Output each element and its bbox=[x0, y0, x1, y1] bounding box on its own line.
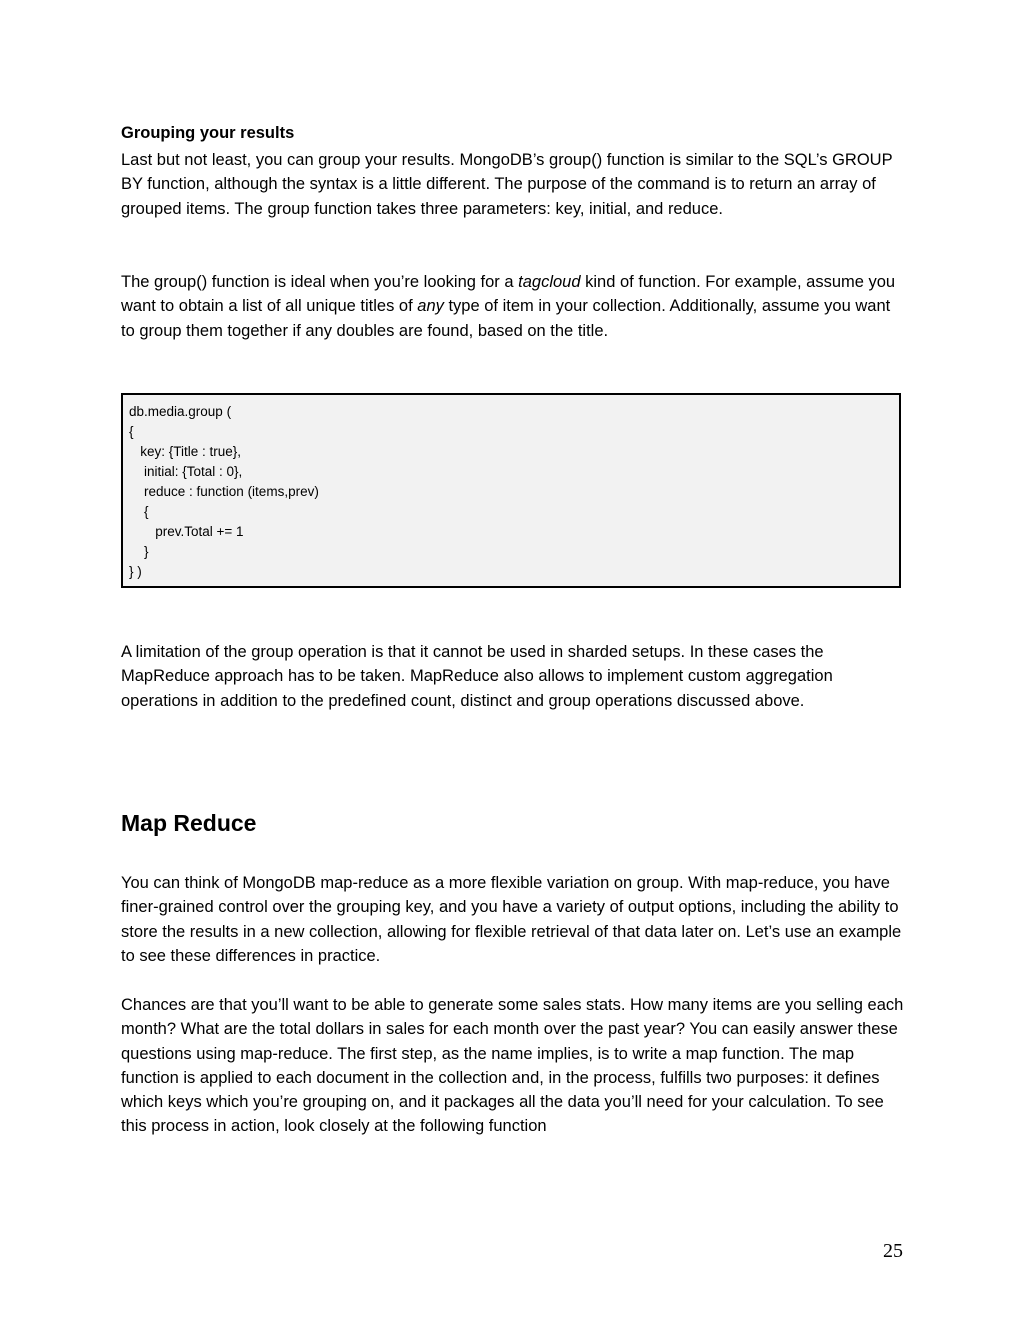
emphasis-any: any bbox=[417, 297, 444, 316]
paragraph-sales-stats: Chances are that you’ll want to be able to generate some sales stats. How many items are you selling each month? What are the total dollars in sales for each month over the past year? You can easily answer these questions using map-reduce. The first step, as the name implies, is to write a map function. The map function is applied to each document in the collection and, in the process, fulfills two purposes: it defines which keys which you’re grouping on, and it packages all the data you’ll need for your calculation. To see this process in action, look closely at the following function bbox=[121, 996, 904, 1136]
section-heading-map-reduce: Map Reduce bbox=[121, 810, 257, 836]
code-line: db.media.group ( bbox=[129, 404, 232, 419]
paragraph-tagcloud-part-b: kind of function. For example, assume you want to obtain a list of all unique titles of bbox=[121, 273, 896, 316]
paragraph-group-intro: Last but not least, you can group your results. MongoDB’s group() function is similar to the SQL’s GROUP BY function, although the syntax is a little different. The purpose of the command is to return an array of grouped items. The group function takes three parameters: key, initial, and reduce. bbox=[121, 151, 893, 218]
paragraph-tagcloud-part-c: type of item in your collection. Additionally, assume you want to group them together if any doubles are found, based on the title. bbox=[121, 297, 891, 340]
paragraph-tagcloud bbox=[121, 270, 905, 343]
code-line: } ) bbox=[129, 564, 142, 579]
section-heading-grouping: Grouping your results bbox=[121, 124, 295, 142]
code-block bbox=[121, 393, 901, 588]
emphasis-tagcloud: tagcloud bbox=[518, 273, 581, 291]
code-line: { bbox=[129, 424, 134, 439]
page-number: 25 bbox=[883, 1240, 903, 1262]
paragraph-tagcloud-part-a: The group() function is ideal when you’re looking for a bbox=[121, 273, 519, 291]
code-line: } bbox=[129, 544, 149, 559]
paragraph-group-limitation: A limitation of the group operation is that it cannot be used in sharded setups. In these cases the MapReduce approach has to be taken. MapReduce also allows to implement custom aggregation operations in addition to the predefined count, distinct and group operations discussed above. bbox=[121, 643, 833, 710]
code-line: key: {Title : true}, bbox=[129, 444, 242, 459]
code-line: initial: {Total : 0}, bbox=[129, 464, 243, 479]
code-line: { bbox=[129, 504, 149, 519]
code-line: reduce : function (items,prev) bbox=[129, 484, 319, 499]
code-line: prev.Total += 1 bbox=[129, 524, 244, 539]
paragraph-map-reduce-intro: You can think of MongoDB map-reduce as a more flexible variation on group. With map-reduce, you have finer-grained control over the grouping key, and you have a variety of output options, including the ability to store the results in a new collection, allowing for flexible retrieval of that data later on. Let’s use an example to see these differences in practice. bbox=[121, 874, 902, 965]
